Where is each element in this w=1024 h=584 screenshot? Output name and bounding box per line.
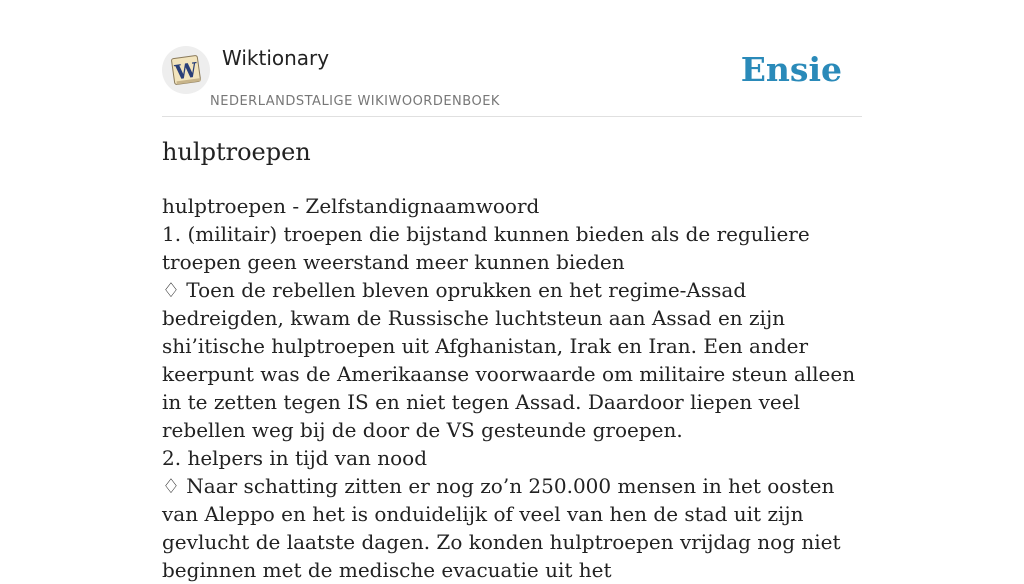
word-type-line: hulptroepen - Zelfstandignaamwoord: [162, 194, 540, 218]
ensie-logo-link[interactable]: Ensie: [740, 50, 842, 89]
site-header: [162, 40, 862, 117]
page-title: hulptroepen: [162, 138, 311, 166]
site-subtitle: NEDERLANDSTALIGE WIKIWOORDENBOEK: [210, 94, 500, 109]
example-1: ♢ Toen de rebellen bleven oprukken en het regime-Assad bedreigden, kwam de Russische luchtsteun aan Assad en zijn shi’itische hulptroepen uit Afghanistan, Irak en Iran. Een ander keerpunt was de Amerikaanse voorwaarde om militaire steun alleen in te zetten tegen IS en niet tegen Assad. Daardoor liepen veel rebellen weg bij de door de VS gesteunde groepen.: [162, 278, 856, 442]
example-2: ♢ Naar schatting zitten er nog zo’n 250.000 mensen in het oosten van Aleppo en het is onduidelijk of veel van hen de stad uit zijn gevlucht de laatste dagen. Zo konden hulptroepen vrijdag nog niet beginnen met de medische evacuatie uit het: [162, 474, 841, 582]
wiktionary-tile-icon: [168, 52, 204, 88]
site-name-link[interactable]: Wiktionary: [222, 46, 330, 70]
logo-letter: W: [173, 57, 199, 85]
definition-2: 2. helpers in tijd van nood: [162, 446, 428, 470]
wiktionary-logo-icon[interactable]: [162, 46, 210, 94]
definition-1: 1. (militair) troepen die bijstand kunnen bieden als de reguliere troepen geen weerstand meer kunnen bieden: [162, 222, 810, 274]
definition-content: [162, 192, 862, 584]
